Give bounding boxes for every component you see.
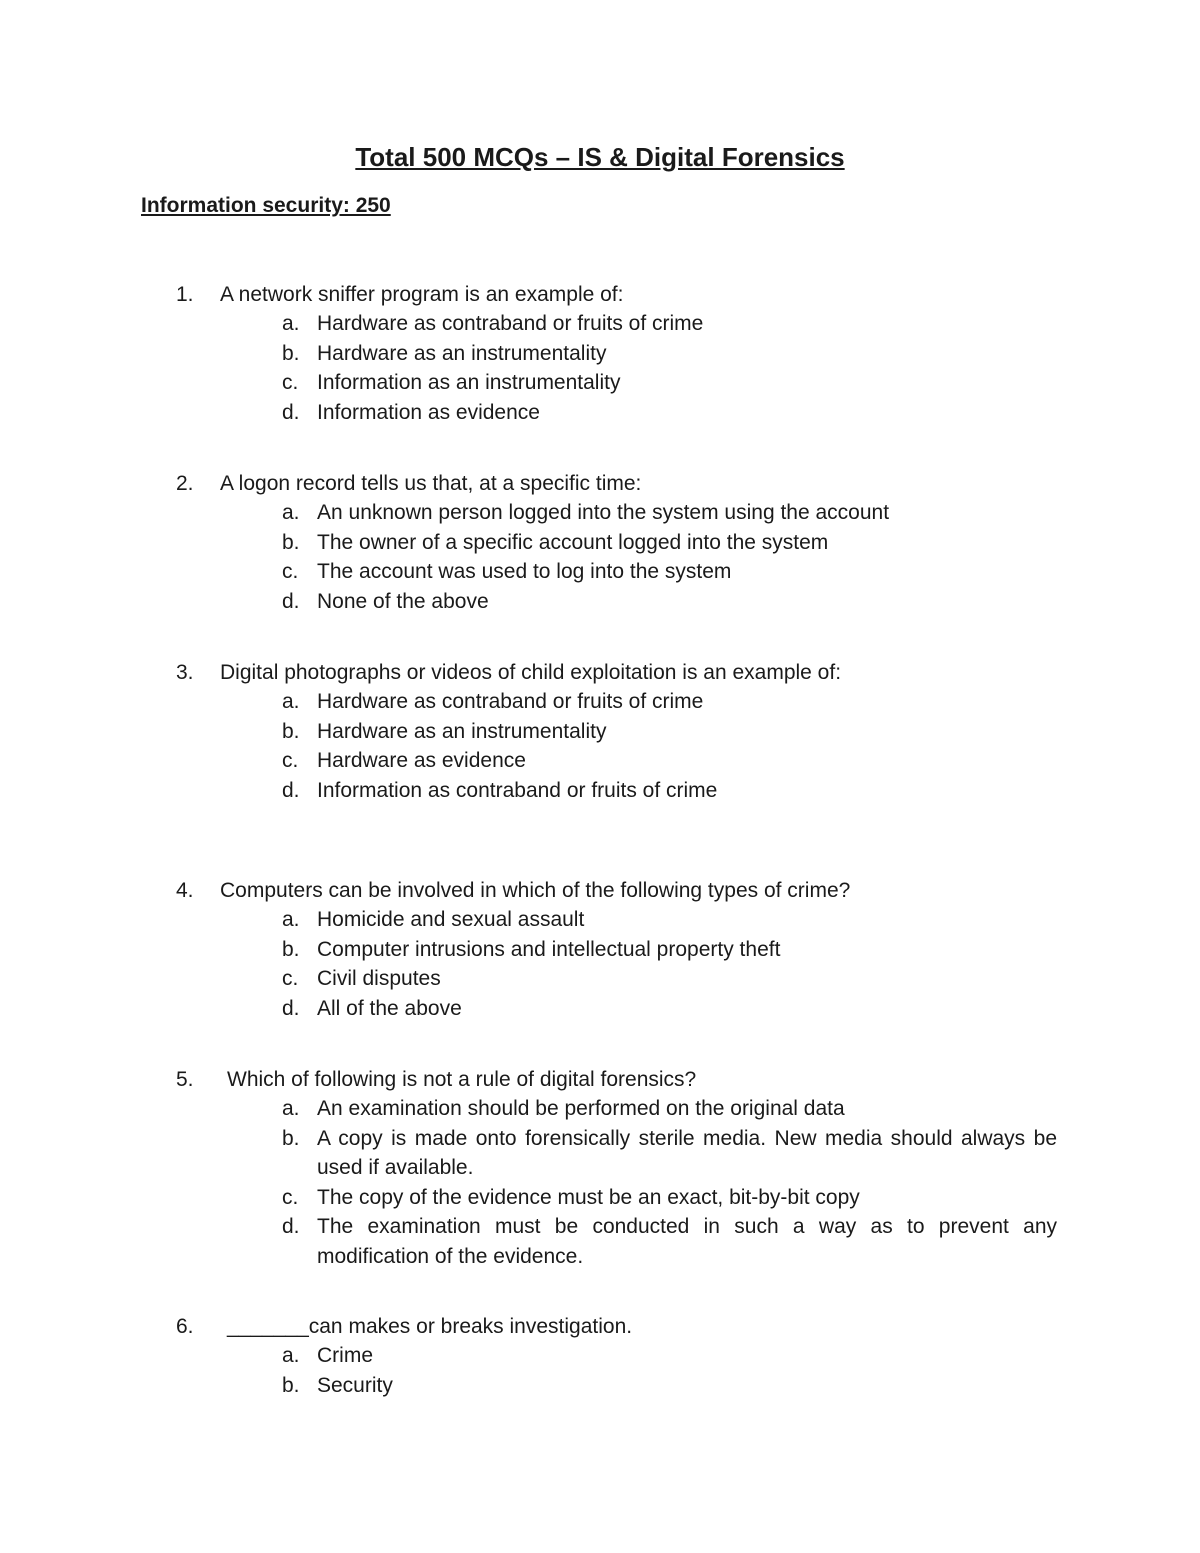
option-letter: d. xyxy=(282,589,300,613)
option-b xyxy=(0,935,1057,965)
option-letter: c. xyxy=(282,749,299,772)
option-letter: b. xyxy=(282,530,300,554)
option-text: Security xyxy=(317,1373,393,1397)
option-text: None of the above xyxy=(317,589,489,613)
option-text: Hardware as contraband or fruits of crime xyxy=(317,312,704,335)
option-b xyxy=(0,339,1057,369)
option-text: An examination should be performed on the original data xyxy=(317,1097,845,1120)
option-d xyxy=(0,398,1057,428)
option-a xyxy=(0,905,1057,935)
question-text: Digital photographs or videos of child exploitation is an example of: xyxy=(220,661,842,684)
question-stem xyxy=(0,658,1200,687)
question-text: A logon record tells us that, at a specific time: xyxy=(220,472,642,495)
question-2 xyxy=(0,469,1200,616)
option-text: The owner of a specific account logged into the system xyxy=(317,530,829,554)
question-number: 5. xyxy=(176,1068,194,1091)
option-text: Civil disputes xyxy=(317,967,441,990)
question-number: 3. xyxy=(176,661,194,684)
option-a xyxy=(0,1094,1057,1124)
option-text: Hardware as evidence xyxy=(317,749,526,772)
option-letter: a. xyxy=(282,908,300,931)
option-letter: a. xyxy=(282,1344,300,1367)
option-c xyxy=(0,368,1057,398)
option-b xyxy=(0,1124,1057,1183)
option-a xyxy=(0,1341,1057,1371)
question-stem xyxy=(0,1065,1200,1094)
option-c xyxy=(0,746,1057,776)
question-5 xyxy=(0,1065,1200,1271)
option-text: Computer intrusions and intellectual property theft xyxy=(317,937,781,961)
option-d xyxy=(0,776,1057,806)
option-text: Information as evidence xyxy=(317,400,540,424)
option-letter: b. xyxy=(282,341,300,365)
option-text: Homicide and sexual assault xyxy=(317,908,585,931)
document-title: Total 500 MCQs – IS & Digital Forensics xyxy=(355,142,845,172)
option-letter: b. xyxy=(282,937,300,961)
option-c xyxy=(0,557,1057,587)
option-a xyxy=(0,309,1057,339)
option-letter: c. xyxy=(282,967,299,990)
question-stem xyxy=(0,280,1200,309)
option-text: Information as an instrumentality xyxy=(317,371,621,394)
question-text: A network sniffer program is an example of: xyxy=(220,283,624,306)
option-text: An unknown person logged into the system using the account xyxy=(317,501,890,524)
option-text: Hardware as an instrumentality xyxy=(317,719,607,743)
option-a xyxy=(0,687,1057,717)
option-text: The examination must be conducted in such a way as to prevent any modification of the evidence. xyxy=(317,1215,1057,1268)
option-b xyxy=(0,1371,1057,1401)
option-letter: b. xyxy=(282,1373,300,1397)
option-letter: c. xyxy=(282,1185,299,1209)
question-number: 1. xyxy=(176,283,194,306)
option-c xyxy=(0,964,1057,994)
question-text: Computers can be involved in which of the following types of crime? xyxy=(220,879,851,902)
option-letter: a. xyxy=(282,312,300,335)
question-1 xyxy=(0,280,1200,427)
option-text: Information as contraband or fruits of crime xyxy=(317,778,718,802)
section-heading: Information security: 250 xyxy=(141,194,391,217)
option-text: The copy of the evidence must be an exact, bit-by-bit copy xyxy=(317,1185,860,1209)
question-stem xyxy=(0,469,1200,498)
option-letter: d. xyxy=(282,778,300,802)
question-3 xyxy=(0,658,1200,805)
question-number: 6. xyxy=(176,1315,194,1338)
option-letter: b. xyxy=(282,719,300,743)
option-d xyxy=(0,994,1057,1024)
question-stem xyxy=(0,876,1200,905)
question-text: Which of following is not a rule of digital forensics? xyxy=(227,1068,697,1091)
option-letter: a. xyxy=(282,501,300,524)
option-b xyxy=(0,717,1057,747)
option-letter: c. xyxy=(282,560,299,583)
question-text: _______can makes or breaks investigation. xyxy=(227,1315,633,1338)
option-text: All of the above xyxy=(317,996,462,1020)
option-letter: a. xyxy=(282,690,300,713)
question-4 xyxy=(0,876,1200,1023)
option-a xyxy=(0,498,1057,528)
option-letter: d. xyxy=(282,1215,300,1238)
option-text: Hardware as an instrumentality xyxy=(317,341,607,365)
question-stem xyxy=(0,1312,1200,1341)
option-text: A copy is made onto forensically sterile media. New media should always be used if available. xyxy=(317,1126,1057,1179)
option-text: Hardware as contraband or fruits of crime xyxy=(317,690,704,713)
option-c xyxy=(0,1183,1057,1213)
option-text: The account was used to log into the system xyxy=(317,560,732,583)
question-6 xyxy=(0,1312,1200,1400)
question-number: 4. xyxy=(176,879,194,902)
option-letter: b. xyxy=(282,1126,300,1150)
option-letter: a. xyxy=(282,1097,300,1120)
option-d xyxy=(0,1212,1057,1271)
option-letter: c. xyxy=(282,371,299,394)
option-text: Crime xyxy=(317,1344,373,1367)
option-b xyxy=(0,528,1057,558)
question-number: 2. xyxy=(176,472,194,495)
option-d xyxy=(0,587,1057,617)
option-letter: d. xyxy=(282,996,300,1020)
option-letter: d. xyxy=(282,400,300,424)
